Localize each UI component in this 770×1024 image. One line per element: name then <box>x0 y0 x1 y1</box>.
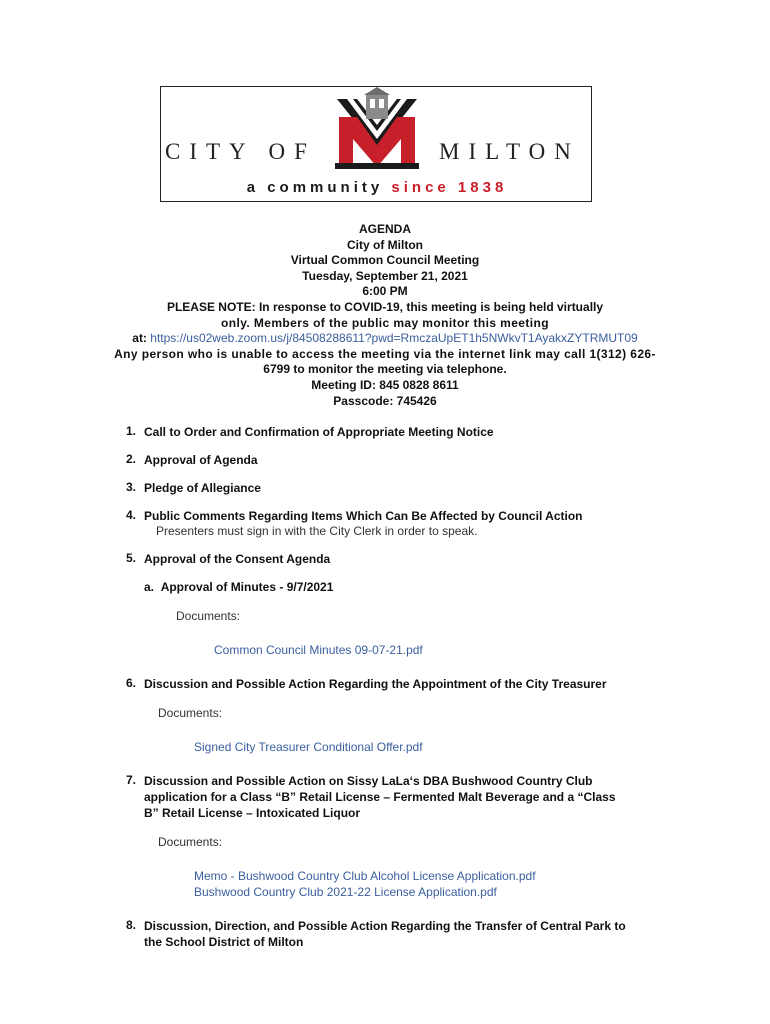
city-logo <box>160 86 592 202</box>
covid-note-line2: only. Members of the public may monitor this meeting <box>221 315 549 330</box>
agenda-item-8 <box>126 918 656 950</box>
logo-city-of-text: CITY OF <box>165 139 316 164</box>
documents-label: Documents: <box>176 609 241 623</box>
logo-tagline <box>161 179 593 196</box>
zoom-line <box>0 331 770 347</box>
phone-line1: Any person who is unable to access the meeting via the internet link may call 1(312) 626- <box>114 346 656 361</box>
agenda-item-1 <box>126 424 656 440</box>
agenda-header <box>0 222 770 409</box>
agenda-item-4 <box>126 508 656 539</box>
doc-link-treasurer-offer[interactable]: Signed City Treasurer Conditional Offer.pdf <box>194 740 423 754</box>
doc-link-license-application[interactable]: Bushwood Country Club 2021-22 License Application.pdf <box>194 885 497 899</box>
item-number: 8. <box>126 918 137 932</box>
item-subtext: Presenters must sign in with the City Clerk in order to speak. <box>156 524 478 538</box>
agenda-item-3 <box>126 480 656 496</box>
subitem-letter: a. <box>144 580 155 594</box>
item-title: Approval of the Consent Agenda <box>144 552 331 566</box>
item-number: 2. <box>126 452 137 466</box>
doc-link-alcohol-memo[interactable]: Memo - Bushwood Country Club Alcohol License Application.pdf <box>194 869 536 883</box>
meeting-passcode: Passcode: 745426 <box>333 393 437 408</box>
zoom-link[interactable]: https://us02web.zoom.us/j/84508288611?pwd=RmczaUpET1h5NWkvT1AyakxZYTRMUT09 <box>150 331 638 346</box>
tagline-since: since 1838 <box>391 179 508 196</box>
documents-label: Documents: <box>158 706 223 720</box>
item-title-line2: the School District of Milton <box>144 935 304 949</box>
tagline-community: a community <box>246 179 384 196</box>
agenda-item-2 <box>126 452 656 468</box>
covid-note-line1: PLEASE NOTE: In response to COVID-19, this meeting is being held virtually <box>166 299 604 314</box>
meeting-id: Meeting ID: 845 0828 8611 <box>311 377 459 392</box>
item-title: Pledge of Allegiance <box>144 481 261 495</box>
zoom-at-label: at: <box>132 331 151 346</box>
item-number: 5. <box>126 551 137 565</box>
item-title: Discussion and Possible Action Regarding the Appointment of the City Treasurer <box>144 677 607 691</box>
agenda-item-7 <box>126 773 656 900</box>
item-title: Public Comments Regarding Items Which Can Be Affected by Council Action <box>144 509 583 523</box>
item-number: 3. <box>126 480 137 494</box>
item-title-line2: application for a Class “B” Retail License – Fermented Malt Beverage and a “Class <box>144 790 616 804</box>
item-number: 4. <box>126 508 137 522</box>
phone-line2: 6799 to monitor the meeting via telephone. <box>263 362 507 377</box>
item-title-line1: Discussion and Possible Action on Sissy LaLa‘s DBA Bushwood Country Club <box>144 774 593 788</box>
agenda-item-5 <box>126 551 656 658</box>
meeting-name: Virtual Common Council Meeting <box>290 253 480 268</box>
agenda-items <box>126 424 656 950</box>
item-number: 7. <box>126 773 137 787</box>
meeting-date: Tuesday, September 21, 2021 <box>302 268 468 283</box>
item-title: Call to Order and Confirmation of Appropriate Meeting Notice <box>144 425 494 439</box>
agenda-title: AGENDA <box>358 222 411 236</box>
item-title: Approval of Agenda <box>144 453 258 467</box>
doc-link-minutes[interactable]: Common Council Minutes 09-07-21.pdf <box>214 643 423 657</box>
agenda-item-6 <box>126 676 656 755</box>
subitem-title <box>144 579 656 595</box>
item-title-line3: B” Retail License – Intoxicated Liquor <box>144 806 361 820</box>
documents-label: Documents: <box>158 835 223 849</box>
agenda-subitem-5a <box>144 579 656 658</box>
meeting-time: 6:00 PM <box>362 284 408 299</box>
subitem-text: Approval of Minutes - 9/7/2021 <box>160 580 334 594</box>
item-number: 1. <box>126 424 137 438</box>
item-title-line1: Discussion, Direction, and Possible Action Regarding the Transfer of Central Park to <box>144 919 626 933</box>
logo-milton-text: MILTON <box>439 139 580 164</box>
org-name: City of Milton <box>347 237 423 252</box>
item-number: 6. <box>126 676 137 690</box>
